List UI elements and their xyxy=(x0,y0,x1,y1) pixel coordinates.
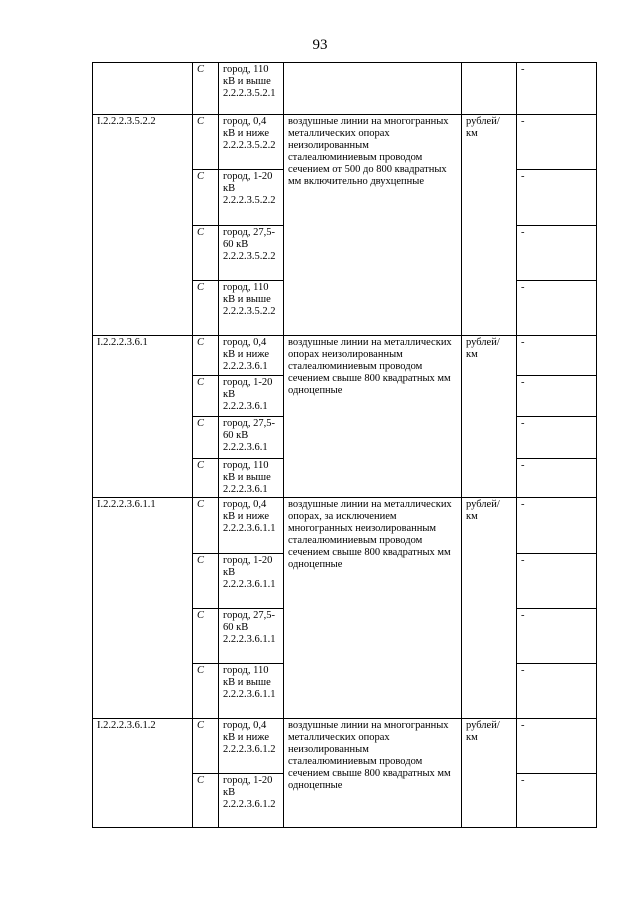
rate-value: - xyxy=(517,63,597,115)
territory-type: С xyxy=(193,554,219,609)
voltage-category: город, 1-20 кВ 2.2.2.3.5.2.2 xyxy=(219,170,284,226)
table-row xyxy=(93,115,597,170)
table-row xyxy=(93,336,597,376)
voltage-category: город, 0,4 кВ и ниже 2.2.2.3.5.2.2 xyxy=(219,115,284,170)
table-row xyxy=(93,63,597,115)
territory-type: С xyxy=(193,63,219,115)
rate-value: - xyxy=(517,774,597,828)
unit-of-measure xyxy=(462,63,517,115)
voltage-category: город, 0,4 кВ и ниже 2.2.2.3.6.1.1 xyxy=(219,498,284,554)
unit-of-measure: рублей/ км xyxy=(462,498,517,719)
table-row xyxy=(93,719,597,774)
rate-value: - xyxy=(517,664,597,719)
unit-of-measure: рублей/ км xyxy=(462,336,517,498)
voltage-category: город, 27,5-60 кВ 2.2.2.3.6.1 xyxy=(219,417,284,459)
rate-value: - xyxy=(517,609,597,664)
table-row xyxy=(93,498,597,554)
voltage-category: город, 27,5-60 кВ 2.2.2.3.5.2.2 xyxy=(219,226,284,281)
unit-of-measure: рублей/ км xyxy=(462,115,517,336)
voltage-category: город, 1-20 кВ 2.2.2.3.6.1.2 xyxy=(219,774,284,828)
voltage-category: город, 1-20 кВ 2.2.2.3.6.1.1 xyxy=(219,554,284,609)
rate-value: - xyxy=(517,719,597,774)
item-code: I.2.2.2.3.5.2.2 xyxy=(93,115,193,336)
territory-type: С xyxy=(193,376,219,417)
rate-value: - xyxy=(517,281,597,336)
voltage-category: город, 110 кВ и выше 2.2.2.3.5.2.2 xyxy=(219,281,284,336)
territory-type: С xyxy=(193,719,219,774)
voltage-category: город, 0,4 кВ и ниже 2.2.2.3.6.1.2 xyxy=(219,719,284,774)
territory-type: С xyxy=(193,281,219,336)
item-description: воздушные линии на многогранных металлических опорах неизолированным сталеалюминиевым проводом сечением свыше 800 квадратных мм одноцепные xyxy=(284,719,462,828)
rate-value: - xyxy=(517,170,597,226)
voltage-category: город, 110 кВ и выше 2.2.2.3.6.1 xyxy=(219,459,284,498)
rate-value: - xyxy=(517,376,597,417)
item-code: I.2.2.2.3.6.1.1 xyxy=(93,498,193,719)
voltage-category: город, 1-20 кВ 2.2.2.3.6.1 xyxy=(219,376,284,417)
rate-value: - xyxy=(517,498,597,554)
item-description: воздушные линии на металлических опорах неизолированным сталеалюминиевым проводом сечением свыше 800 квадратных мм одноцепные xyxy=(284,336,462,498)
item-description: воздушные линии на металлических опорах, за исключением многогранных неизолированным сталеалюминиевым проводом сечением свыше 800 квадратных мм одноцепные xyxy=(284,498,462,719)
rate-value: - xyxy=(517,554,597,609)
territory-type: С xyxy=(193,664,219,719)
rate-value: - xyxy=(517,115,597,170)
territory-type: С xyxy=(193,774,219,828)
item-code: I.2.2.2.3.6.1.2 xyxy=(93,719,193,828)
territory-type: С xyxy=(193,170,219,226)
item-description xyxy=(284,63,462,115)
voltage-category: город, 110 кВ и выше 2.2.2.3.6.1.1 xyxy=(219,664,284,719)
voltage-category: город, 27,5-60 кВ 2.2.2.3.6.1.1 xyxy=(219,609,284,664)
voltage-category: город, 0,4 кВ и ниже 2.2.2.3.6.1 xyxy=(219,336,284,376)
territory-type: С xyxy=(193,459,219,498)
tariff-table xyxy=(92,62,597,828)
rate-value: - xyxy=(517,417,597,459)
voltage-category: город, 110 кВ и выше 2.2.2.3.5.2.1 xyxy=(219,63,284,115)
rate-value: - xyxy=(517,459,597,498)
page-number: 93 xyxy=(312,37,328,53)
territory-type: С xyxy=(193,417,219,459)
item-code xyxy=(93,63,193,115)
rate-value: - xyxy=(517,336,597,376)
item-code: I.2.2.2.3.6.1 xyxy=(93,336,193,498)
territory-type: С xyxy=(193,226,219,281)
territory-type: С xyxy=(193,115,219,170)
table-body xyxy=(93,63,597,828)
unit-of-measure: рублей/ км xyxy=(462,719,517,828)
item-description: воздушные линии на многогранных металлических опорах неизолированным сталеалюминиевым проводом сечением от 500 до 800 квадратных мм включительно двухцепные xyxy=(284,115,462,336)
territory-type: С xyxy=(193,609,219,664)
territory-type: С xyxy=(193,336,219,376)
territory-type: С xyxy=(193,498,219,554)
rate-value: - xyxy=(517,226,597,281)
